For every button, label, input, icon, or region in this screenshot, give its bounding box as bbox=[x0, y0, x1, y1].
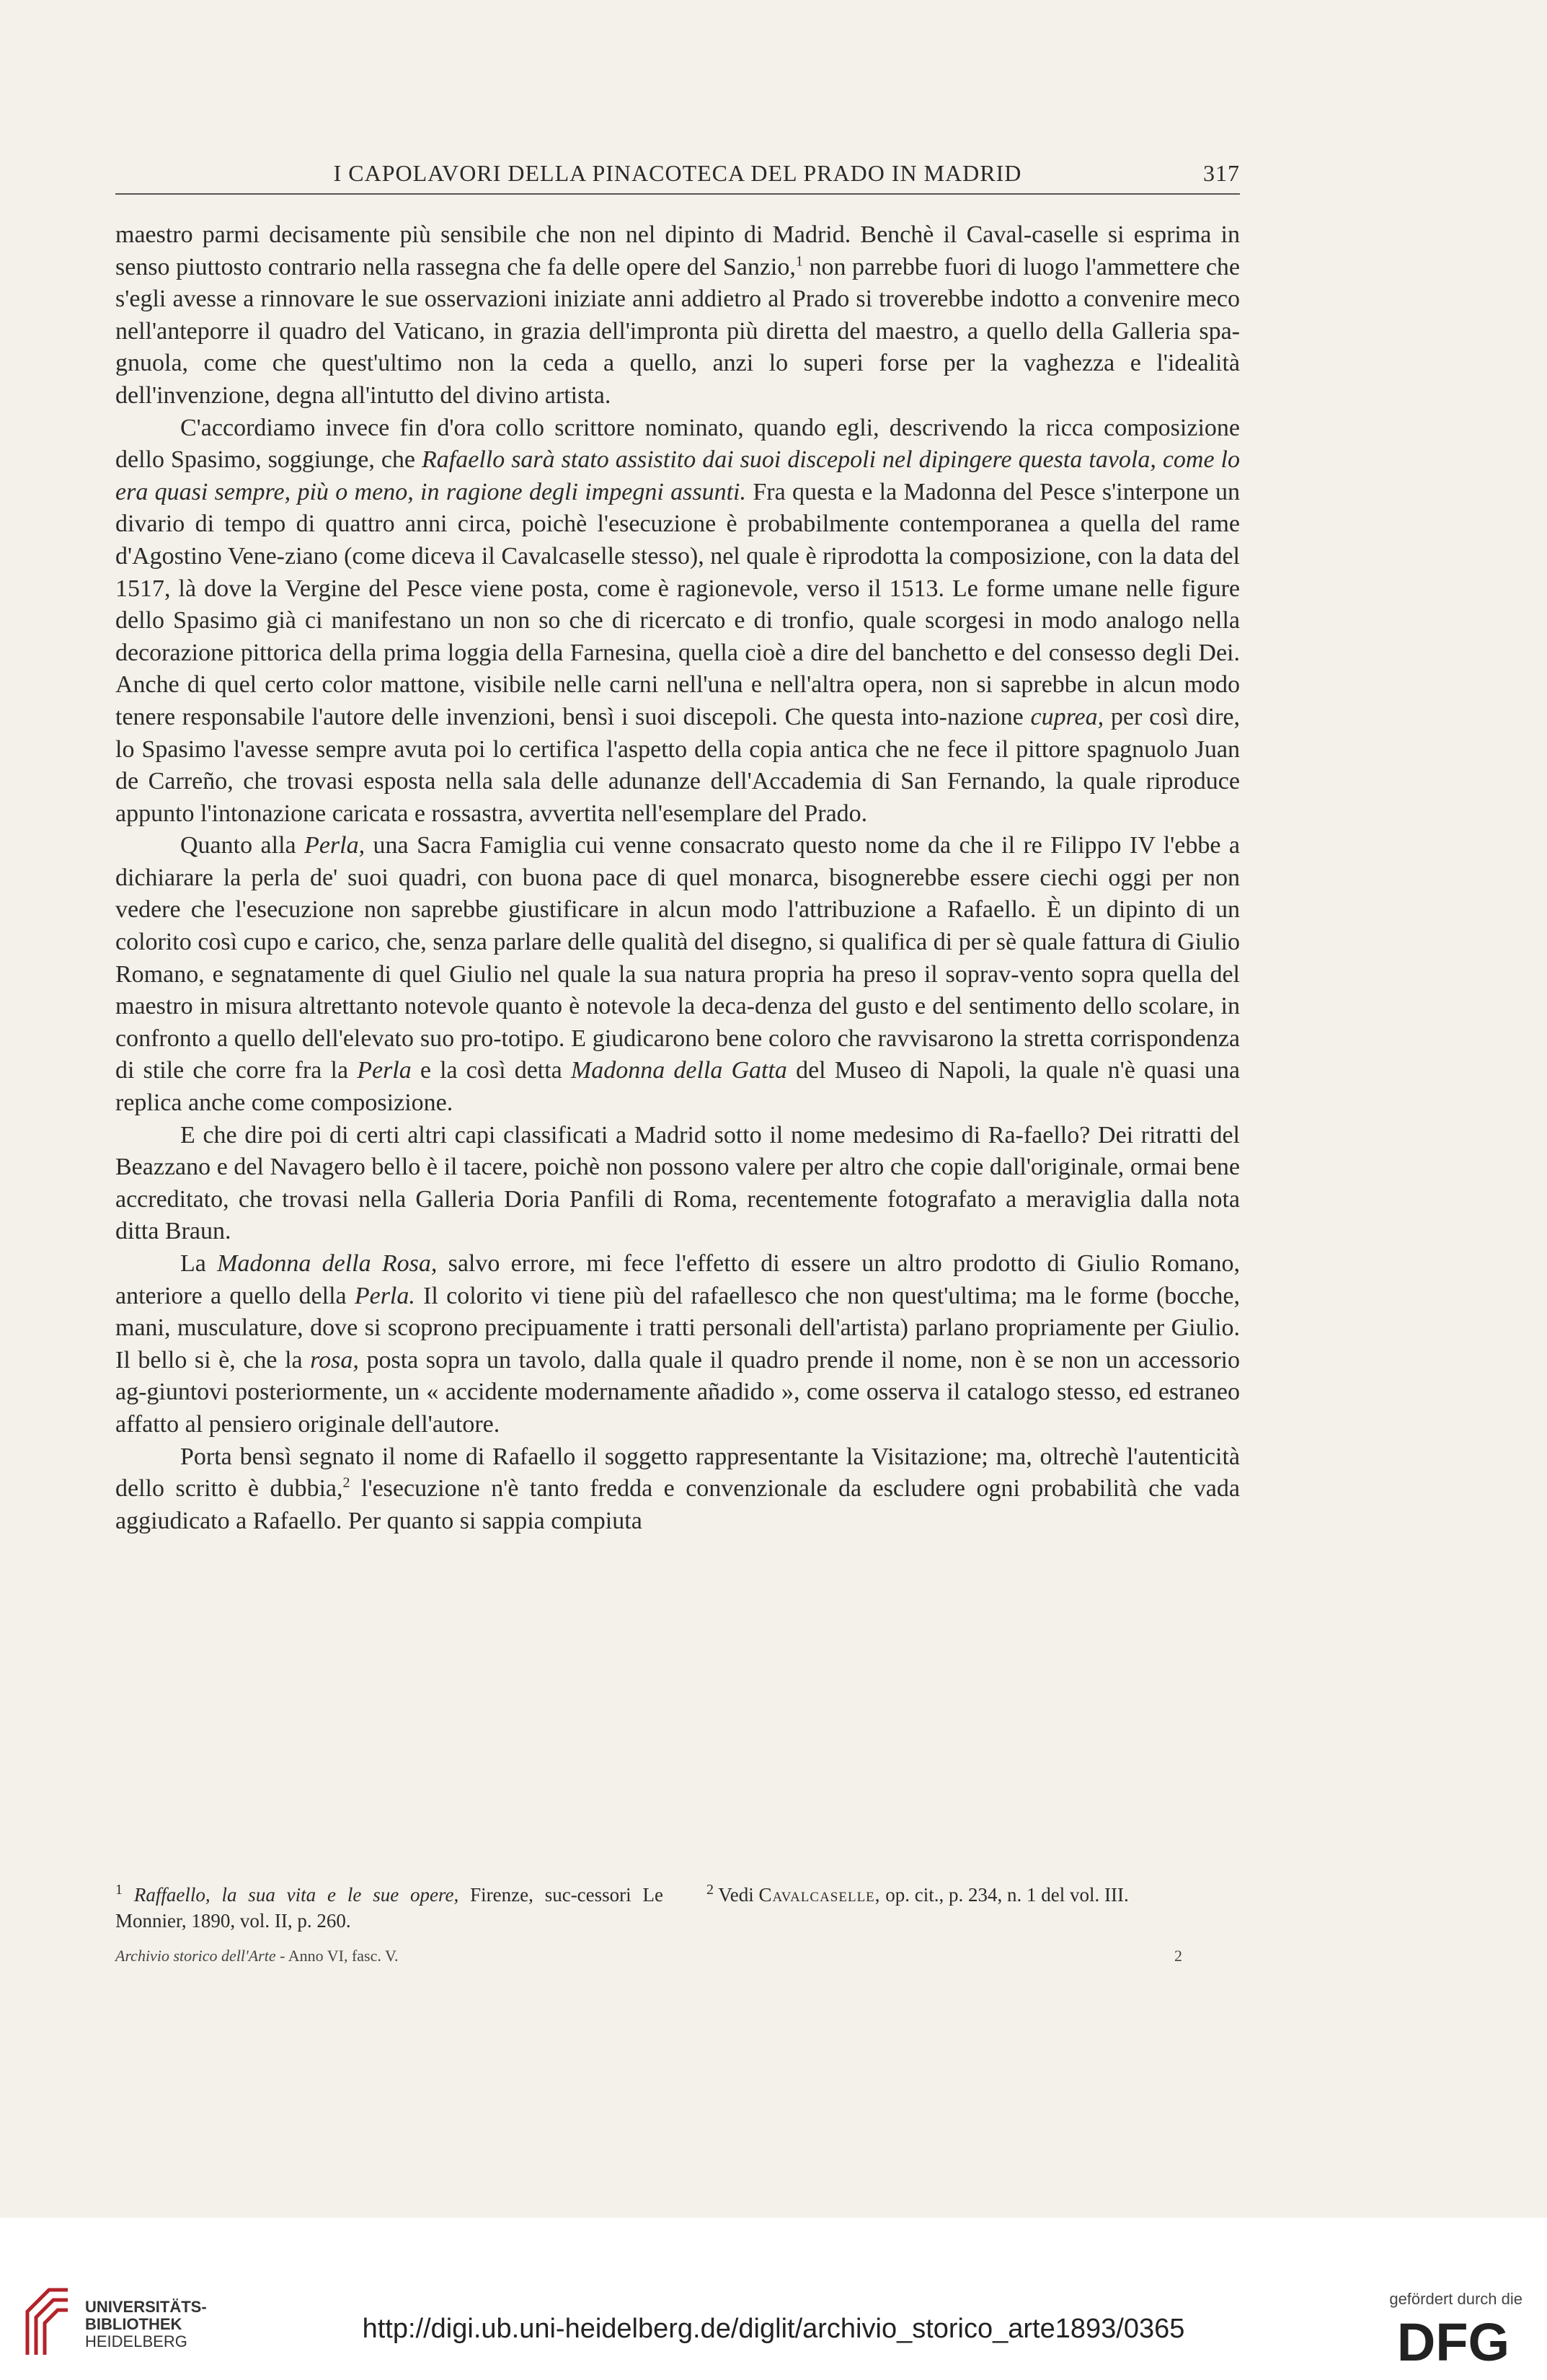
paragraph-5-italic-rosa: Madonna della Rosa, bbox=[217, 1250, 438, 1277]
permalink-url[interactable]: http://digi.ub.uni-heidelberg.de/diglit/archivio_storico_arte1893/0365 bbox=[362, 2314, 1185, 2344]
paragraph-5-italic-perla: Perla. bbox=[354, 1282, 415, 1309]
paragraph-1-text-a: maestro parmi decisamente più sensibile che non nel dipinto di Madrid. Benchè il Caval-caselle si esprima in senso piuttosto contrario nella rassegna che fa delle opere del Sanzio, bbox=[115, 221, 1240, 280]
paragraph-2-text-a: C'accordiamo invece fin d'ora collo scrittore nominato, quando egli, descrivendo la ricca composizione dello Spasimo, soggiunge, che bbox=[115, 414, 1240, 474]
paragraph-2-text-b: Fra questa e la Madonna del Pesce s'interpone un divario di tempo di quattro anni circa, poichè l'esecuzione è probabilmente contemporanea a quella del rame d'Agostino Vene-ziano (come diceva il Cavalcaselle stesso), nel quale è riprodotta la composizione, con la data del 1517, là dove la Vergine del Pesce viene posta, come è ragionevole, verso il 1513. Le forme umane nelle figure dello Spasimo già ci manifestano un non so che di ricercato e di tronfio, quale scorgesi in modo analogo nella decorazione pittorica della prima loggia della Farnesina, quella cioè a dire del banchetto e del consesso degli Dei. Anche di quel certo color mattone, visibile nelle carni nell'una e nell'altra opera, non si saprebbe in alcun modo tenere responsabile l'autore delle invenzioni, bensì i suoi discepoli. Che questa into-nazione bbox=[115, 478, 1240, 730]
paragraph-3-italic-gatta: Madonna della Gatta bbox=[570, 1057, 787, 1084]
paragraph-6 bbox=[115, 1441, 1240, 1538]
dfg-logo-icon bbox=[1381, 2316, 1525, 2366]
footnote-2-mark: 2 bbox=[706, 1882, 714, 1898]
body-text bbox=[115, 219, 1240, 1537]
running-title: I CAPOLAVORI DELLA PINACOTECA DEL PRADO IN MADRID bbox=[333, 160, 1022, 186]
paragraph-3-italic-perla: Perla, bbox=[304, 832, 365, 859]
signature-issue: - Anno VI, fasc. V. bbox=[275, 1947, 399, 1965]
paragraph-3-text-c: e la così detta bbox=[411, 1057, 571, 1084]
paragraph-3-text-a: Quanto alla bbox=[180, 832, 305, 859]
footnote-1-title: Raffaello, la sua vita e le sue opere, bbox=[133, 1884, 459, 1906]
paragraph-2 bbox=[115, 412, 1240, 831]
digitization-footer bbox=[0, 2218, 1547, 2380]
printer-signature bbox=[115, 1947, 1240, 1965]
funded-by-label: gefördert durch die bbox=[1389, 2290, 1522, 2308]
footnote-1 bbox=[115, 1882, 663, 1934]
footnote-ref-2: 2 bbox=[342, 1474, 350, 1491]
paragraph-5-text-a: La bbox=[180, 1250, 218, 1277]
paragraph-3-italic-perla-2: Perla bbox=[357, 1057, 412, 1084]
paragraph-2-quote: Rafaello sarà stato assistito dai suoi discepoli nel dipingere questa tavola, come lo era quasi sempre, più o meno, in ragione degli impegni assunti. bbox=[115, 446, 1241, 505]
signature-journal: Archivio storico dell'Arte bbox=[115, 1947, 276, 1965]
paragraph-3-text-b: una Sacra Famiglia cui venne consacrato questo nome da che il re Filippo IV l'ebbe a dichiarare la perla de' suoi quadri, con buona pace di quel monarca, bisognerebbe essere ciechi oggi per non vedere che l'esecuzione non saprebbe giustificare in alcun modo l'attribuzione a Rafaello. È un dipinto di un colorito così cupo e carico, che, senza parlare delle qualità del disegno, si qualifica di per sè quale fattura di Giulio Romano, e segnatamente di quel Giulio nel quale la sua natura propria ha preso il soprav-vento sopra quella del maestro in misura altrettanto notevole quanto è notevole la deca-denza del gusto e del sentimento dello scolare, in confronto a quello dell'elevato suo pro-totipo. E giudicarono bene coloro che ravvisarono la stretta corrispondenza di stile che corre fra la bbox=[115, 832, 1240, 1084]
library-line-2: BIBLIOTHEK bbox=[85, 2315, 182, 2333]
paragraph-5-text-b: salvo errore, mi fece l'effetto di essere un altro prodotto di Giulio Romano, anteriore a quello della bbox=[115, 1250, 1240, 1309]
paragraph-1-text-b: non parrebbe fuori di luogo l'ammettere che s'egli avesse a rinnovare le sue osservazioni iniziate anni addietro al Prado si troverebbe indotto a convenire meco nell'anteporre il quadro del Vaticano, in grazia dell'impronta più diretta del maestro, a quello della Galleria spa-gnuola, come che quest'ultimo non la ceda a quello, anzi lo superi forse per la vaghezza e l'idealità dell'invenzione, degna all'intutto del divino artista. bbox=[115, 253, 1241, 409]
footnote-2-text: op. cit., p. 234, n. 1 del vol. III. bbox=[880, 1884, 1129, 1906]
paragraph-2-text-c: per così dire, lo Spasimo l'avesse sempre avuta poi lo certifica l'aspetto della copia antica che ne fece il pittore spagnuolo Juan de Carreño, che trovasi esposta nella sala delle adunanze dell'Accademia di San Fernando, la quale riproduce appunto l'intonazione caricata e rossastra, avvertita nell'esemplare del Prado. bbox=[115, 703, 1240, 827]
footnote-2 bbox=[706, 1882, 1240, 1908]
running-header bbox=[115, 153, 1240, 195]
paragraph-5-italic-rosa-2: rosa, bbox=[310, 1346, 359, 1373]
paragraph-5 bbox=[115, 1248, 1240, 1441]
paragraph-5-text-d: posta sopra un tavolo, dalla quale il quadro prende il nome, non è se non un accessorio ag-giuntovi posteriormente, un « accidente modernamente añadido », come osserva il catalogo stesso, ed estraneo affatto al pensiero originale dell'autore. bbox=[115, 1346, 1240, 1438]
footnote-ref-1: 1 bbox=[795, 253, 803, 270]
footnote-2-author: Cavalcaselle, bbox=[758, 1884, 881, 1906]
paragraph-3-text-d: del Museo di Napoli, la quale n'è quasi una replica anche come composizione. bbox=[115, 1057, 1240, 1117]
paragraph-3 bbox=[115, 830, 1240, 1119]
library-line-3: HEIDELBERG bbox=[85, 2332, 187, 2350]
paragraph-1 bbox=[115, 219, 1240, 412]
signature-sheet-number: 2 bbox=[1174, 1947, 1182, 1965]
paragraph-5-text-c: Il colorito vi tiene più del rafaellesco che non quest'ultima; ma le forme (bocche, mani, musculature, dove si scoprono precipuamente i tratti personali dell'artista) parlano propriamente per Giulio. Il bello si è, che la bbox=[115, 1282, 1240, 1373]
footnote-2-pre: Vedi bbox=[714, 1884, 759, 1906]
dfg-logo-text: DFG bbox=[1396, 2316, 1510, 2366]
library-line-1: UNIVERSITÄTS- bbox=[85, 2298, 207, 2316]
paragraph-4: E che dire poi di certi altri capi classificati a Madrid sotto il nome medesimo di Ra-faello? Dei ritratti del Beazzano e del Navagero bello è il tacere, poichè non possono valere per altro che copie dall'originale, ormai bene accreditato, che trovasi nella Galleria Doria Panfili di Roma, recentemente fotografato a meraviglia dalla nota ditta Braun. bbox=[115, 1121, 1240, 1245]
paragraph-6-text-a: Porta bensì segnato il nome di Rafaello il soggetto rappresentante la Visitazione; ma, oltrechè l'autenticità dello scritto è dubbia, bbox=[115, 1443, 1240, 1503]
footnote-1-mark: 1 bbox=[115, 1882, 123, 1898]
paragraph-6-text-b: l'esecuzione n'è tanto fredda e convenzionale da escludere ogni probabilità che vada aggiudicato a Rafaello. Per quanto si sappia compiuta bbox=[115, 1475, 1240, 1534]
paragraph-2-italic-term: cuprea, bbox=[1030, 703, 1104, 730]
footnote-1-text: Firenze, suc-cessori Le Monnier, 1890, vol. II, p. 260. bbox=[115, 1884, 663, 1932]
page-number: 317 bbox=[1203, 160, 1240, 186]
